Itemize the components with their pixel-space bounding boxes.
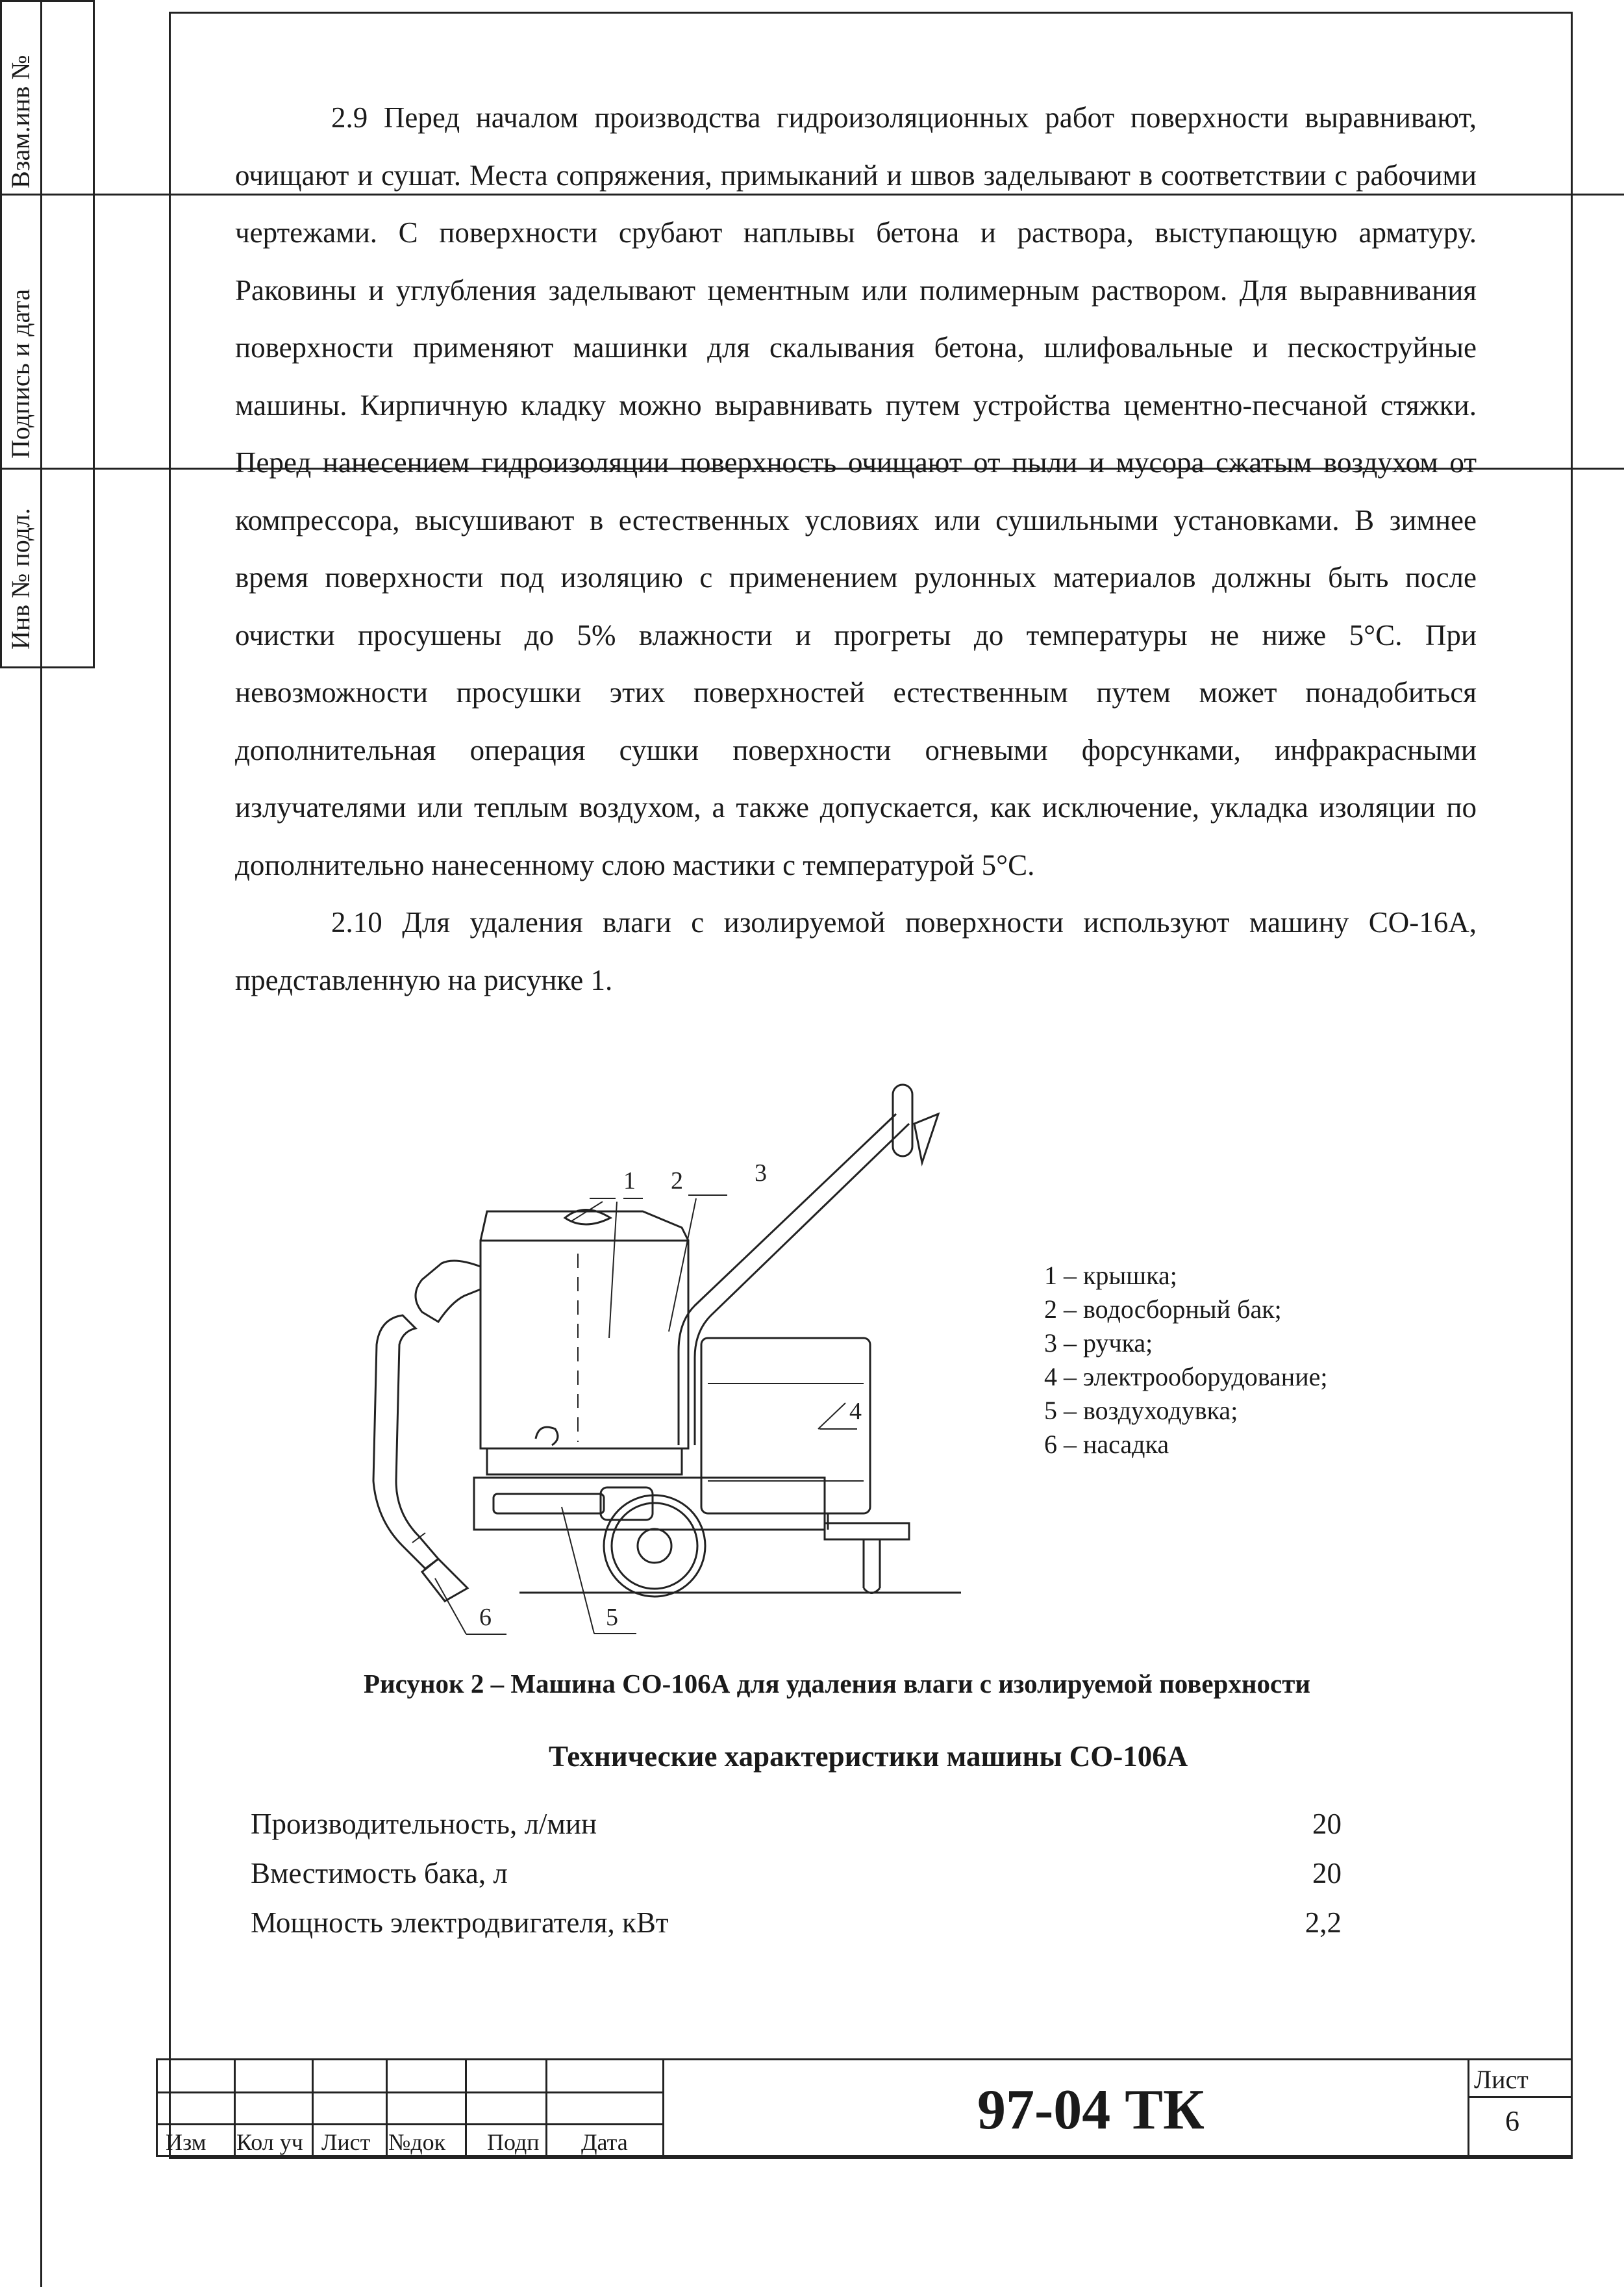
body-text — [235, 89, 1477, 1009]
specs-title: Технические характеристики машины СО-106А — [549, 1740, 1188, 1773]
side-stamp-strip — [0, 0, 95, 668]
callout-2: 2 — [671, 1167, 683, 1194]
handle — [679, 1114, 896, 1445]
title-block — [156, 2058, 1571, 2157]
tank-lid — [481, 1211, 688, 1241]
document-code: 97-04 ТК — [977, 2079, 1205, 2142]
water-tank — [481, 1241, 688, 1448]
col-date: Дата — [581, 2129, 628, 2155]
paragraph-2-9: 2.9 Перед началом производства гидроизоляционных работ поверхности выравнивают, очищают и сушат. Места сопряжения, примыканий и швов заделывают в соответствии с рабочими чертежами. С поверхности срубают наплывы бетона и раствора, выступающую арматуру. Раковины и углубления заделывают цементным или полимерным раствором. Для выравнивания поверхности применяют машинки для скалывания бетона, шлифовальные и пескоструйные машины. Кирпичную кладку можно выравнивать путем устройства цементно-песчаной стяжки. Перед нанесением гидроизоляции поверхность очищают от пыли и мусора сжатым воздухом от компрессора, высушивают в естественных условиях или сушильными установками. В зимнее время поверхности под изоляцию с применением рулонных материалов должны быть после очистки просушены до 5% влажности и прогреты до температуры не ниже 5°С. При невозможности просушки этих поверхностей естественным путем может понадобиться дополнительная операция сушки поверхности огневыми форсунками, инфракрасными излучателями или теплым воздухом, а также допускается, как исключение, укладка изоляции по дополнительно нанесенному слою мастики с температурой 5°С. — [235, 101, 1477, 881]
legend-item: 1 – крышка; — [1044, 1261, 1177, 1290]
legend-item: 6 – насадка — [1044, 1430, 1169, 1459]
col-sheet: Лист — [321, 2129, 371, 2155]
col-doc-number: №док — [388, 2129, 446, 2155]
hose — [373, 1315, 438, 1569]
callout-1: 1 — [623, 1167, 636, 1194]
spec-label: Мощность электродвигателя, кВт — [251, 1906, 669, 1939]
upper-hose — [416, 1261, 481, 1322]
replacement-inv-label: Взам.инв № — [6, 55, 35, 188]
legend-item: 2 – водосборный бак; — [1044, 1295, 1282, 1324]
legend-item: 4 – электрооборудование; — [1044, 1362, 1328, 1391]
side-strip-divider — [40, 0, 42, 2287]
callout-5: 5 — [606, 1604, 618, 1631]
callout-3: 3 — [755, 1159, 767, 1187]
paragraph-2-10: 2.10 Для удаления влаги с изолируемой поверхности используют машину СО-16А, представленную на рисунке 1. — [235, 906, 1477, 996]
figure-legend — [1044, 1259, 1327, 1461]
spec-row — [251, 1906, 1342, 1945]
spec-label: Производительность, л/мин — [251, 1808, 597, 1840]
spec-row — [251, 1807, 1342, 1846]
col-count: Кол уч — [236, 2129, 303, 2155]
spec-value: 20 — [1312, 1808, 1342, 1840]
spec-value: 20 — [1312, 1857, 1342, 1889]
col-signature: Подп — [487, 2129, 540, 2155]
spec-label: Вместимость бака, л — [251, 1857, 508, 1889]
blower-unit — [493, 1494, 604, 1513]
callout-6: 6 — [479, 1604, 492, 1631]
callout-4: 4 — [849, 1398, 862, 1425]
col-change: Изм — [166, 2129, 206, 2155]
legend-item: 5 – воздуходувка; — [1044, 1396, 1238, 1425]
wheel — [604, 1495, 705, 1597]
original-inv-label: Инв № подл. — [6, 508, 35, 650]
spec-row — [251, 1856, 1342, 1895]
spec-value: 2,2 — [1305, 1906, 1342, 1939]
figure-caption: Рисунок 2 – Машина СО-106А для удаления влаги с изолируемой поверхности — [364, 1669, 1310, 1699]
sheet-number: 6 — [1505, 2105, 1519, 2137]
signature-date-label: Подпись и дата — [6, 288, 35, 459]
sheet-label: Лист — [1474, 2065, 1529, 2094]
electrical-equipment — [701, 1338, 870, 1513]
legend-item: 3 – ручка; — [1044, 1328, 1153, 1358]
